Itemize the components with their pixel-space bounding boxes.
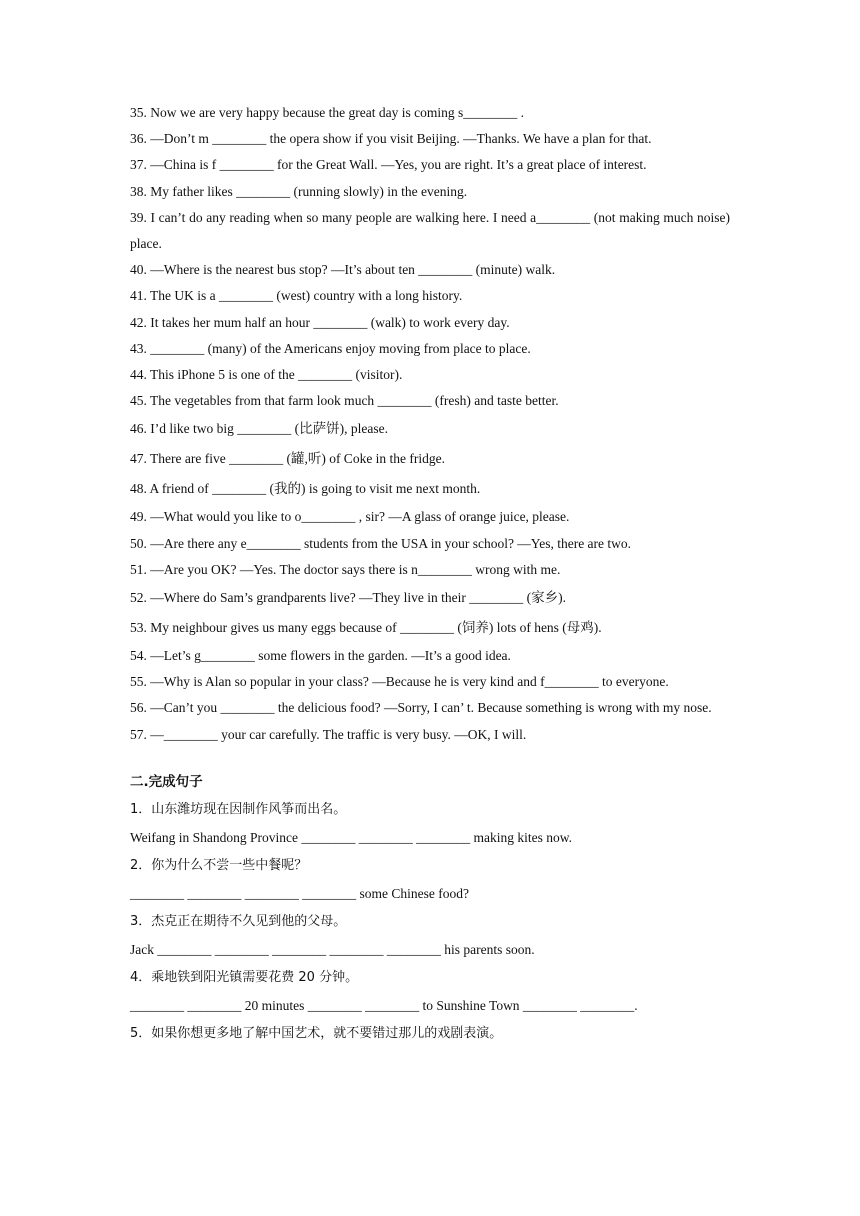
question-40: 40. —Where is the nearest bus stop? —It’s about ten ________ (minute) walk. bbox=[130, 262, 556, 278]
question-55: 55. —Why is Alan so popular in your class? —Because he is very kind and f________ to everyone. bbox=[130, 674, 669, 690]
question-48: 48. A friend of ________ (我的) is going to visit me next month. bbox=[130, 481, 481, 497]
question-56: 56. —Can’t you ________ the delicious food? —Sorry, I can’ t. Because something is wrong with my nose. bbox=[130, 700, 712, 716]
section-heading: 二.完成句子 bbox=[130, 773, 203, 790]
question-41: 41. The UK is a ________ (west) country with a long history. bbox=[130, 288, 463, 304]
question-51: 51. —Are you OK? —Yes. The doctor says there is n________ wrong with me. bbox=[130, 561, 561, 577]
item-5-chinese: 5．如果你想更多地了解中国艺术，就不要错过那儿的戏剧表演。 bbox=[130, 1025, 503, 1041]
question-52: 52. —Where do Sam’s grandparents live? —They live in their ________ (家乡). bbox=[130, 590, 567, 606]
worksheet-page bbox=[130, 100, 730, 1048]
item-2-chinese: 2．你为什么不尝一些中餐呢？ bbox=[130, 857, 308, 873]
question-57: 57. —________ your car carefully. The traffic is very busy. —OK, I will. bbox=[130, 726, 527, 742]
item-4-english: ________ ________ 20 minutes ________ ________ to Sunshine Town ________ ________. bbox=[130, 997, 638, 1013]
item-2-english: ________ ________ ________ ________ some Chinese food? bbox=[130, 885, 469, 901]
item-1-english: Weifang in Shandong Province ________ ________ ________ making kites now. bbox=[130, 829, 572, 845]
question-46: 46. I’d like two big ________ (比萨饼), please. bbox=[130, 421, 388, 437]
fill-in-section bbox=[130, 100, 730, 748]
item-4-chinese: 4．乘地铁到阳光镇需要花费 20 分钟。 bbox=[130, 969, 359, 985]
question-36: 36. —Don’t m ________ the opera show if you visit Beijing. —Thanks. We have a plan for that. bbox=[130, 131, 652, 147]
question-53: 53. My neighbour gives us many eggs because of ________ (饲养) lots of hens (母鸡). bbox=[130, 620, 602, 636]
question-47: 47. There are five ________ (罐,听) of Coke in the fridge. bbox=[130, 451, 446, 467]
question-54: 54. —Let’s g________ some flowers in the garden. —It’s a good idea. bbox=[130, 648, 511, 664]
question-45: 45. The vegetables from that farm look much ________ (fresh) and taste better. bbox=[130, 393, 559, 409]
section-spacer bbox=[130, 748, 730, 768]
question-35: 35. Now we are very happy because the great day is coming s________ . bbox=[130, 105, 525, 120]
item-1-chinese: 1．山东潍坊现在因制作风筝而出名。 bbox=[130, 801, 347, 817]
question-50: 50. —Are there any e________ students from the USA in your school? —Yes, there are two. bbox=[130, 535, 632, 551]
question-42: 42. It takes her mum half an hour ________ (walk) to work every day. bbox=[130, 314, 510, 330]
question-39: 39. I can’t do any reading when so many people are walking here. I need a________ (not making much noise) place. bbox=[130, 209, 730, 252]
question-49: 49. —What would you like to o________ , sir? —A glass of orange juice, please. bbox=[130, 509, 570, 525]
question-43: 43. ________ (many) of the Americans enjoy moving from place to place. bbox=[130, 340, 531, 356]
question-44: 44. This iPhone 5 is one of the ________ (visitor). bbox=[130, 367, 403, 383]
question-38: 38. My father likes ________ (running slowly) in the evening. bbox=[130, 183, 468, 199]
sentence-completion-section bbox=[130, 768, 730, 1048]
item-3-english: Jack ________ ________ ________ ________ ________ his parents soon. bbox=[130, 941, 535, 957]
question-37: 37. —China is f ________ for the Great Wall. —Yes, you are right. It’s a great place of interest. bbox=[130, 157, 647, 173]
item-3-chinese: 3．杰克正在期待不久见到他的父母。 bbox=[130, 913, 347, 929]
